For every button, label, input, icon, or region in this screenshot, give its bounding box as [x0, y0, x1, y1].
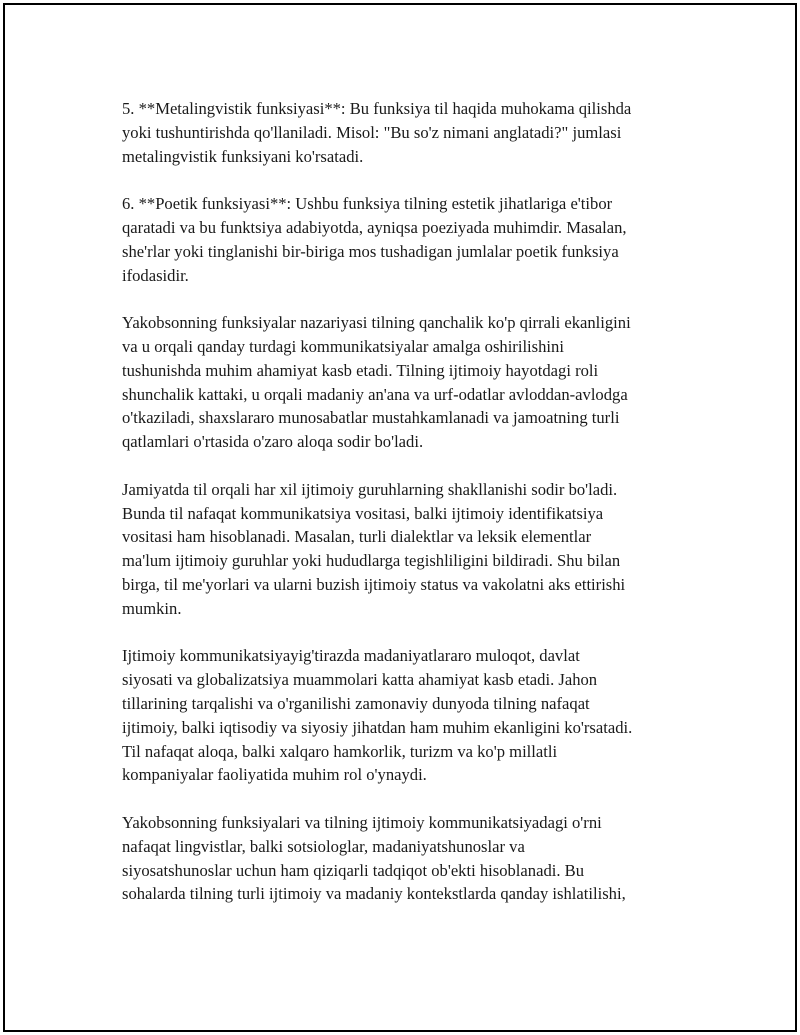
paragraph-intercultural-communication: Ijtimoiy kommunikatsiyayig'tirazda madaniyatlararo muloqot, davlat siyosati va globalizatsiya muammolari katta ahamiyat kasb etadi. Jahon tillarining tarqalishi va o'rganilishi zamonaviy dunyoda tilning nafaqat ijtimoiy, balki iqtisodiy va siyosiy jihatdan ham muhim ekanligini ko'rsatadi. Til nafaqat aloqa, balki xalqaro hamkorlik, turizm va ko'p millatli kompaniyalar faoliyatida muhim rol o'ynaydi. — [122, 646, 633, 785]
paragraph-metalinguistic-function: 5. **Metalingvistik funksiyasi**: Bu funksiya til haqida muhokama qilishda yoki tushuntirishda qo'llaniladi. Misol: "Bu so'z nimani anglatadi?" jumlasi metalingvistik funksiyani ko'rsatadi. — [122, 99, 632, 166]
paragraph-research-interest: Yakobsonning funksiyalari va tilning ijtimoiy kommunikatsiyadagi o'rni nafaqat lingvistlar, balki sotsiologlar, madaniyatshunoslar va siyosatshunoslar uchun ham qiziqarli tadqiqot ob'ekti hisoblanadi. Bu sohalarda tilning turli ijtimoiy va madaniy kontekstlarda qanday ishlatilishi, — [122, 812, 626, 904]
document-body — [122, 97, 692, 930]
paragraph-jakobson-theory: Yakobsonning funksiyalar nazariyasi tilning qanchalik ko'p qirrali ekanligini va u orqali qanday turdagi kommunikatsiyalar amalga oshirilishini tushunishda muhim ahamiyat kasb etadi. Tilning ijtimoiy hayotdagi roli shunchalik kattaki, u orqali madaniy an'ana va urf-odatlar avloddan-avlodga o'tkaziladi, shaxslararo munosabatlar mustahkamlanadi va jamoatning turli qatlamlari o'rtasida o'zaro aloqa sodir bo'ladi. — [122, 313, 631, 452]
paragraph-poetic-function: 6. **Poetik funksiyasi**: Ushbu funksiya tilning estetik jihatlariga e'tibor qaratadi va bu funktsiya adabiyotda, ayniqsa poeziyada muhimdir. Masalan, she'rlar yoki tinglanishi bir-biriga mos tushadigan jumlalar poetik funksiya ifodasidir. — [122, 194, 627, 285]
page-frame — [3, 3, 797, 1032]
paragraph-social-groups: Jamiyatda til orqali har xil ijtimoiy guruhlarning shakllanishi sodir bo'ladi. Bunda til nafaqat kommunikatsiya vositasi, balki ijtimoiy identifikatsiya vositasi ham hisoblanadi. Masalan, turli dialektlar va leksik elementlar ma'lum ijtimoiy guruhlar yoki hududlarga tegishliligini bildiradi. Shu bilan birga, til me'yorlari va ularni buzish ijtimoiy status va vakolatni aks ettirishi mumkin. — [122, 479, 626, 618]
